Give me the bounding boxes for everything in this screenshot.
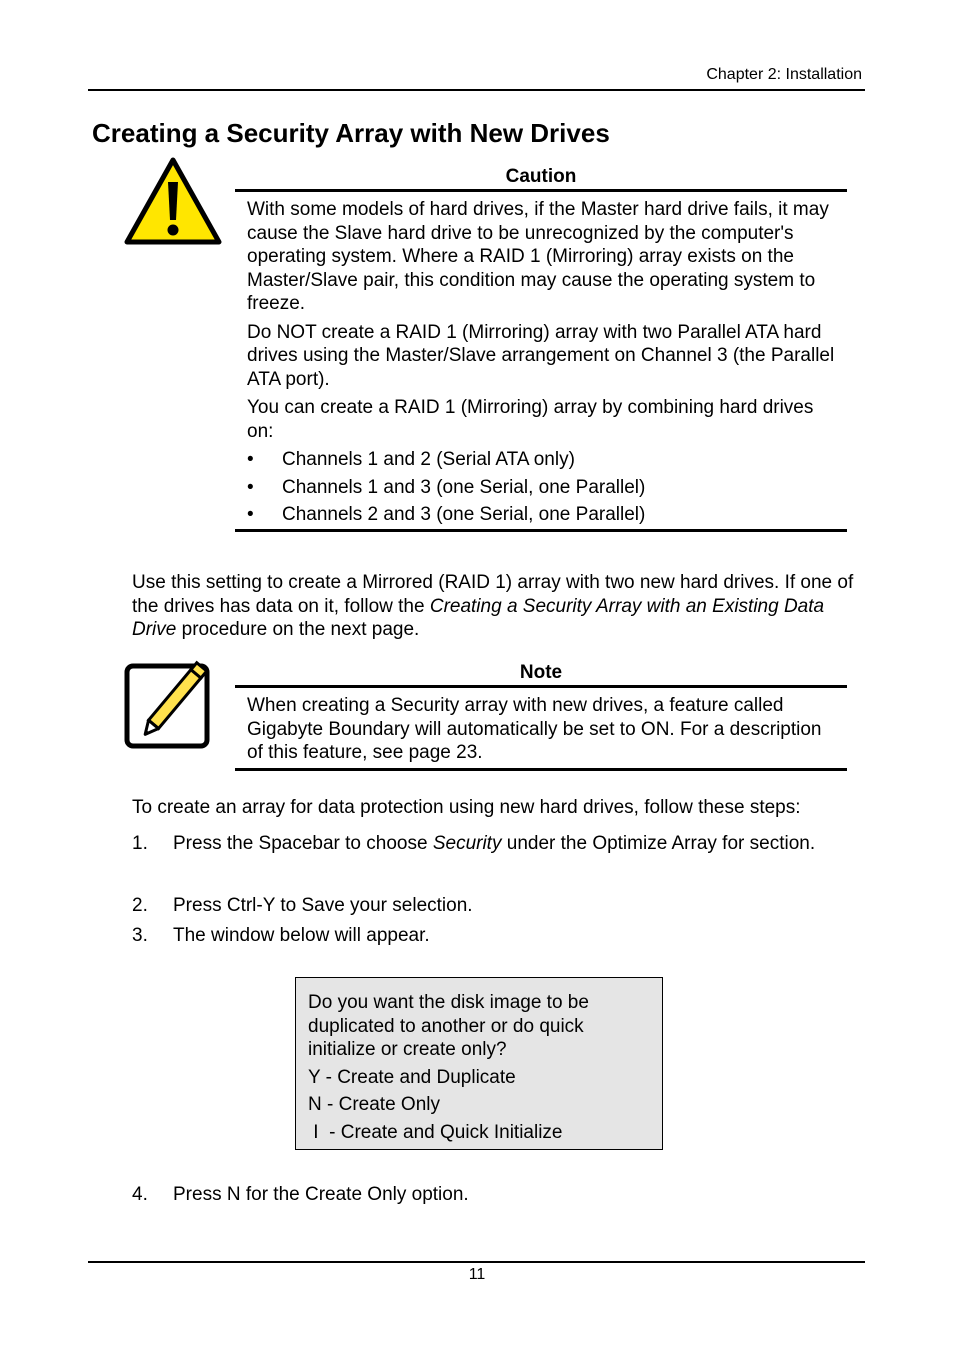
note-body: When creating a Security array with new drives, a feature called Gigabyte Boundary will automatically be set to ON. For a description of this feature, see page 23. xyxy=(247,695,822,763)
intro-text-end: procedure on the next page. xyxy=(176,619,420,640)
caution-bottom-rule xyxy=(235,529,847,532)
caution-body xyxy=(247,198,837,531)
step-text: The window below will appear. xyxy=(173,925,430,946)
bullet-symbol: • xyxy=(247,504,254,525)
bullet-text: Channels 1 and 3 (one Serial, one Parallel) xyxy=(282,476,646,498)
dialog-option-create-only[interactable]: N - Create Only xyxy=(308,1094,440,1115)
bullet-symbol: • xyxy=(247,476,254,498)
step-number: 1. xyxy=(132,833,148,854)
step-item xyxy=(132,1183,832,1207)
note-top-rule xyxy=(235,685,847,688)
step-number: 2. xyxy=(132,895,148,916)
note-bottom-rule xyxy=(235,768,847,771)
warning-triangle-icon xyxy=(124,156,222,246)
step-item xyxy=(132,924,832,948)
caution-paragraph: With some models of hard drives, if the Master hard drive fails, it may cause the Slave hard drive to be unrecognized by the computer's operating system. Where a RAID 1 (Mirroring) array exists on the Master/Slave pair, this condition may cause the operating system to freeze. xyxy=(247,199,829,314)
step-text: Press N for the Create Only option. xyxy=(173,1184,469,1205)
pencil-note-icon xyxy=(123,654,221,752)
note-heading: Note xyxy=(519,662,563,683)
step-number: 3. xyxy=(132,925,148,946)
step-item xyxy=(132,832,832,856)
page-number: 11 xyxy=(468,1266,486,1283)
steps-intro: To create an array for data protection using new hard drives, follow these steps: xyxy=(132,797,801,818)
step-text-start: Press the Spacebar to choose xyxy=(173,833,433,854)
bullet-symbol: • xyxy=(247,449,254,470)
bullet-text: Channels 2 and 3 (one Serial, one Parallel) xyxy=(282,504,646,525)
header-rule xyxy=(88,89,865,91)
dialog-option-duplicate[interactable]: Y - Create and Duplicate xyxy=(308,1066,516,1088)
dialog-question: Do you want the disk image to be duplicated to another or do quick initialize or create only? xyxy=(308,992,589,1060)
caution-paragraph: You can create a RAID 1 (Mirroring) array by combining hard drives on: xyxy=(247,397,814,442)
caution-top-rule xyxy=(235,189,847,192)
intro-paragraph xyxy=(132,571,857,642)
running-header: Chapter 2: Installation xyxy=(706,66,862,83)
intro-text: Use this setting to create a Mirrored (RAID 1) array with two new hard drives. If one of the drives has data on it, follow the xyxy=(132,572,854,617)
intro-link-title: Creating a Security Array with an Existing Data Drive xyxy=(132,595,825,640)
footer-rule xyxy=(88,1261,865,1263)
caution-bullet-item xyxy=(247,476,837,500)
caution-heading: Caution xyxy=(505,166,577,187)
dialog-option-quick-init[interactable]: I - Create and Quick Initialize xyxy=(308,1121,563,1143)
caution-bullet-item xyxy=(247,448,837,472)
bios-dialog-window xyxy=(295,977,663,1150)
bullet-text: Channels 1 and 2 (Serial ATA only) xyxy=(282,449,575,470)
step-emphasis: Security xyxy=(432,833,502,854)
step-item xyxy=(132,894,832,918)
step-text xyxy=(173,832,832,856)
caution-bullet-item xyxy=(247,503,837,527)
page-title: Creating a Security Array with New Drives xyxy=(92,118,610,148)
step-text-end: under the Optimize Array for section. xyxy=(501,833,816,854)
caution-paragraph: Do NOT create a RAID 1 (Mirroring) array with two Parallel ATA hard drives using the Master/Slave arrangement on Channel 3 (the Parallel ATA port). xyxy=(247,321,835,390)
step-text: Press Ctrl-Y to Save your selection. xyxy=(173,895,473,916)
step-number: 4. xyxy=(132,1184,148,1205)
